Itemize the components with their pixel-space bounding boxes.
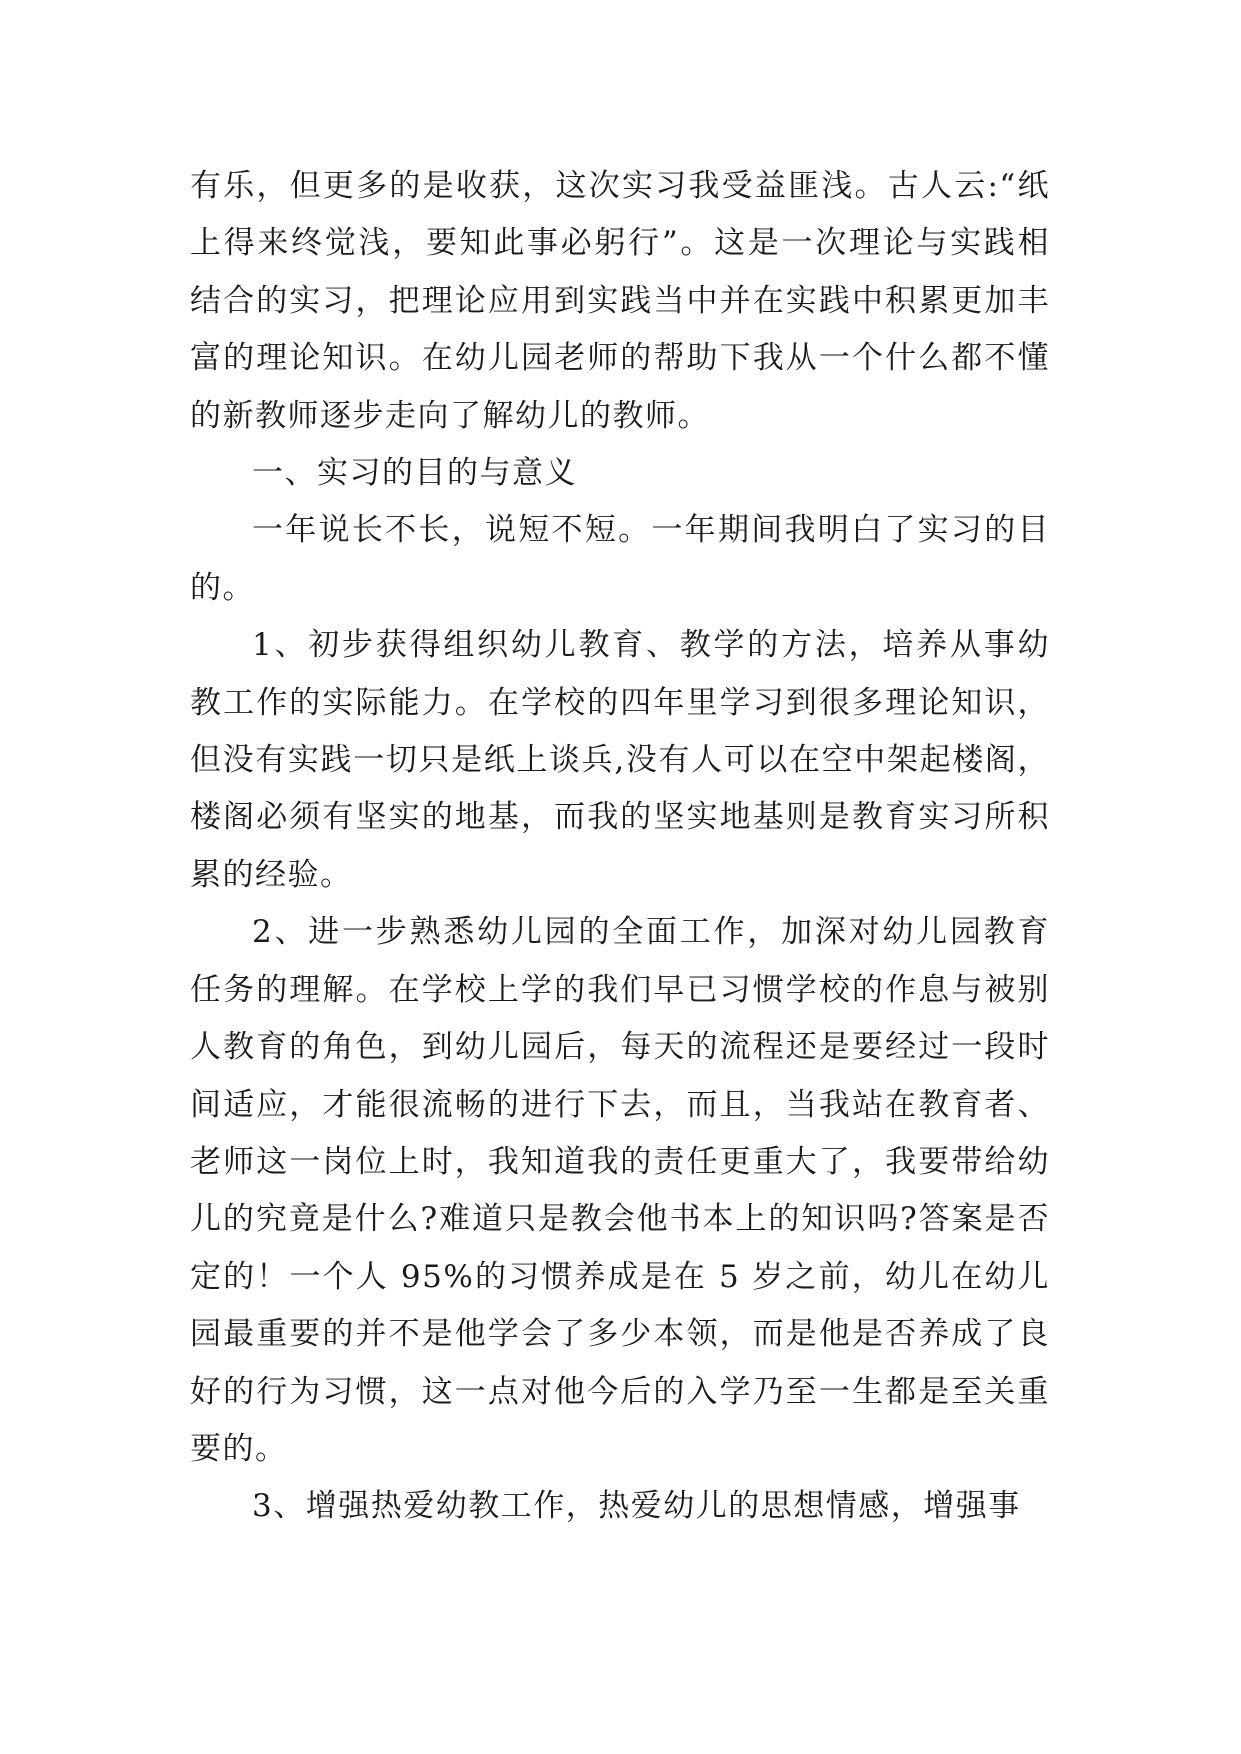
paragraph-item-1: 1、初步获得组织幼儿教育、教学的方法，培养从事幼教工作的实际能力。在学校的四年里学习到很多理论知识，但没有实践一切只是纸上谈兵,没有人可以在空中架起楼阁，楼阁必须有坚实的地基，而我的坚实地基则是教育实习所积累的经验。 <box>190 627 1050 893</box>
paragraph-item-3: 3、增强热爱幼教工作，热爱幼儿的思想情感，增强事 <box>252 1488 1021 1525</box>
paragraph-item-2: 2、进一步熟悉幼儿园的全面工作，加深对幼儿园教育任务的理解。在学校上学的我们早已习惯学校的作息与被别人教育的角色，到幼儿园后，每天的流程还是要经过一段时间适应，才能很流畅的进行下去，而且，当我站在教育者、老师这一岗位上时，我知道我的责任更重大了，我要带给幼儿的究竟是什么?难道只是教会他书本上的知识吗?答案是否定的！一个人 95%的习惯养成是在 5 岁之前，幼儿在幼儿园最重要的并不是他学会了多少本领，而是他是否养成了良好的行为习惯，这一点对他今后的入学乃至一生都是至关重要的。 <box>190 914 1050 1467</box>
document-body <box>190 158 1050 1536</box>
section-heading: 一、实习的目的与意义 <box>252 455 577 492</box>
paragraph-intro: 有乐，但更多的是收获，这次实习我受益匪浅。古人云:“纸上得来终觉浅，要知此事必躬行”。这是一次理论与实践相结合的实习，把理论应用到实践当中并在实践中积累更加丰富的理论知识。在幼儿园老师的帮助下我从一个什么都不懂的新教师逐步走向了解幼儿的教师。 <box>190 168 1050 434</box>
paragraph-purpose: 一年说长不长，说短不短。一年期间我明白了实习的目的。 <box>190 512 1050 606</box>
